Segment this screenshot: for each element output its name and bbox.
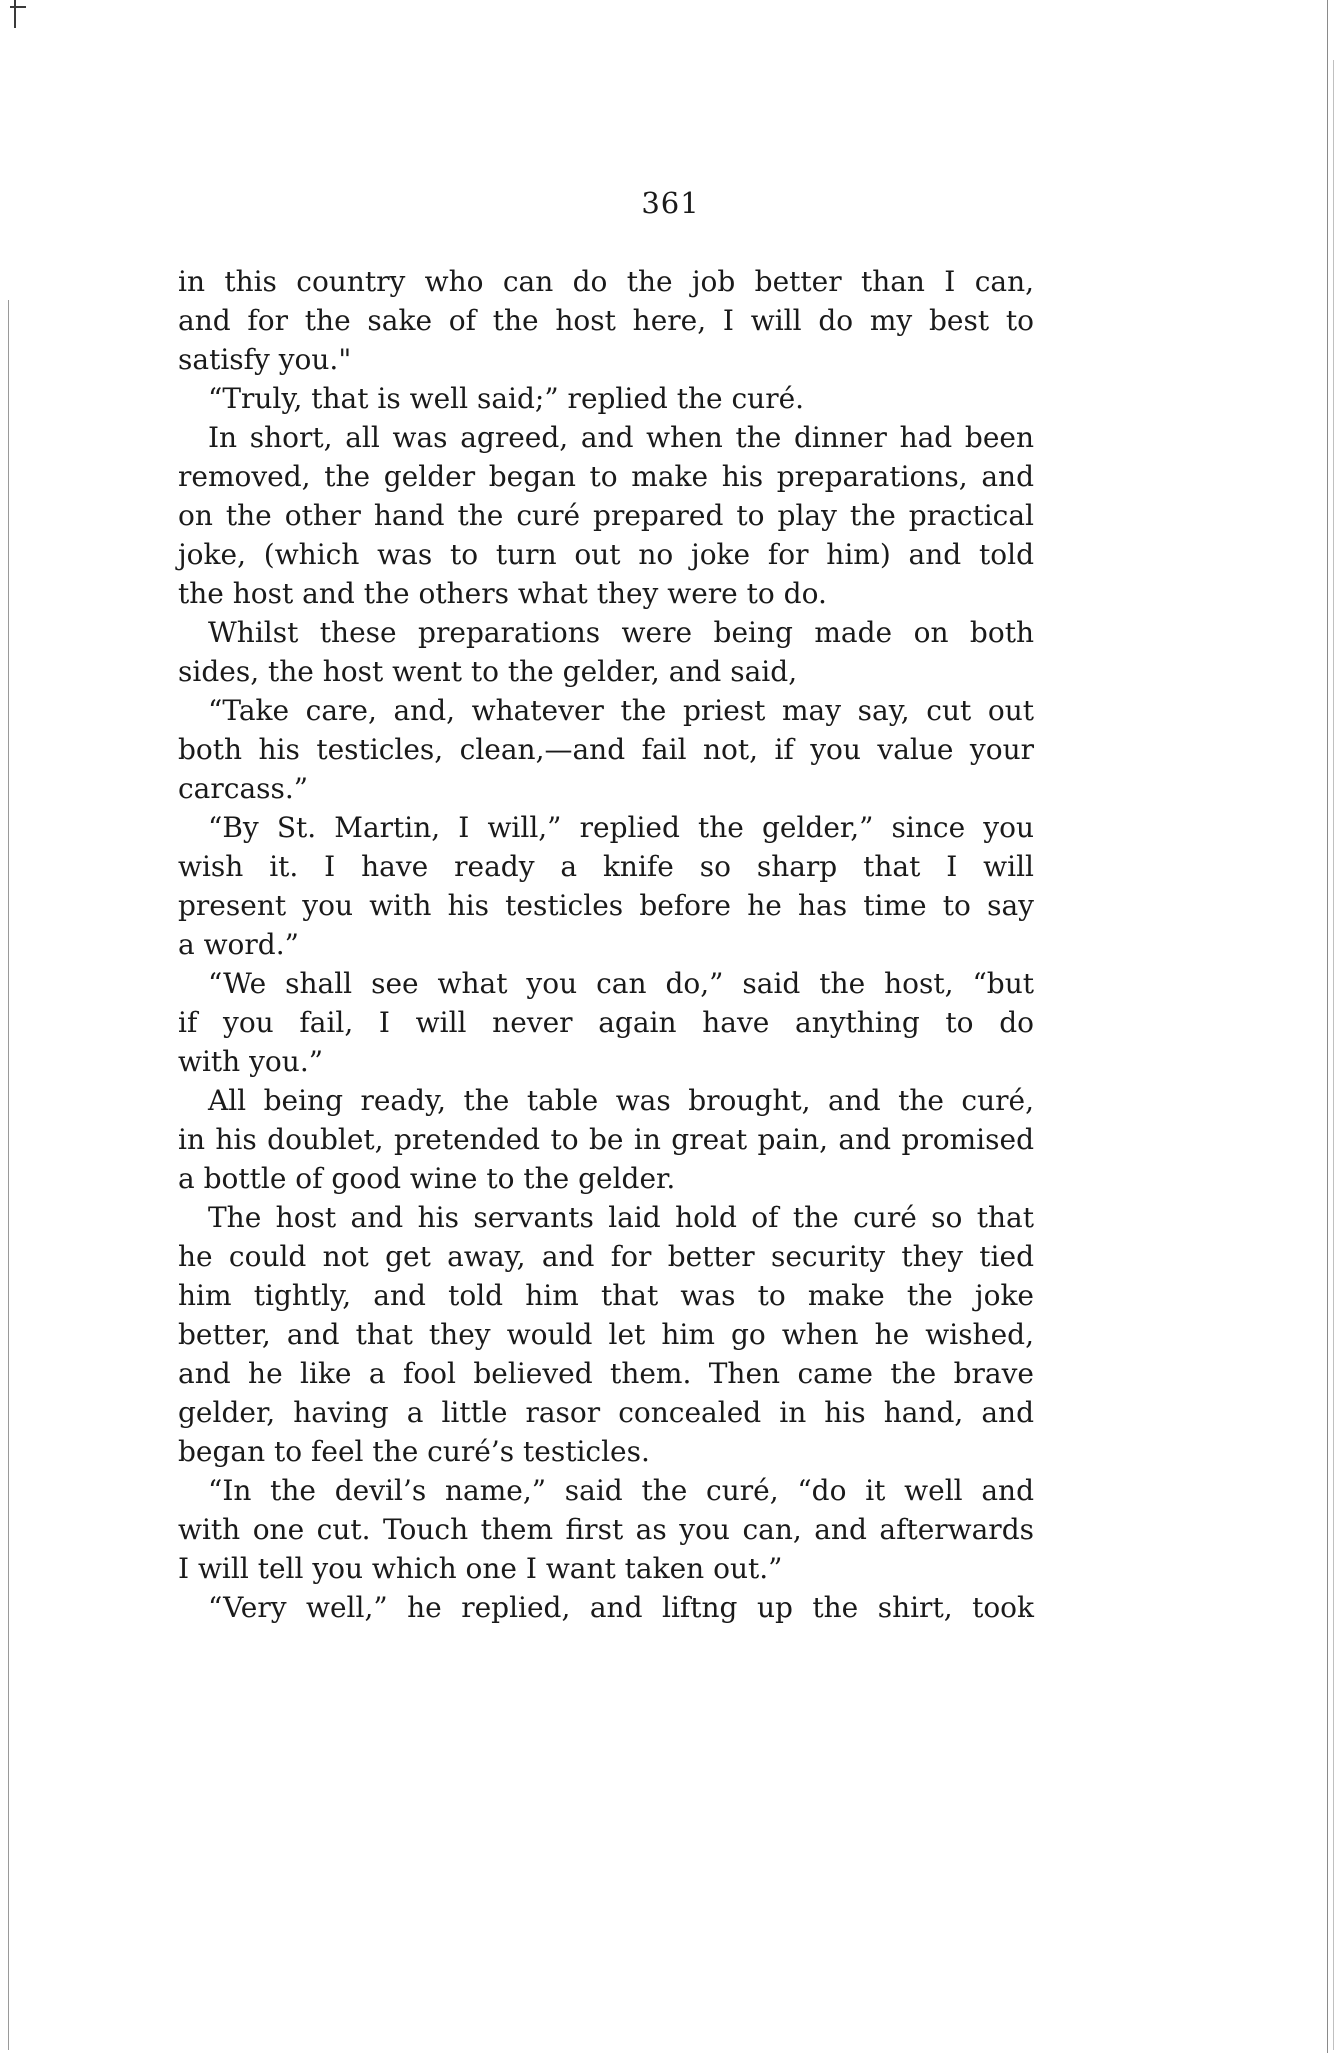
text-line: “By St. Martin, I will,” replied the gelder,” since you — [208, 811, 1034, 844]
text-line: and he like a fool believed them. Then came the brave — [178, 1357, 1034, 1390]
text-line: the host and the others what they were to do. — [178, 577, 827, 610]
text-line: removed, the gelder began to make his preparations, and — [178, 460, 1034, 493]
text-line: “Very well,” he replied, and liftng up the shirt, took — [208, 1591, 1034, 1624]
text-line: “Truly, that is well said;” replied the curé. — [208, 382, 805, 415]
scan-edge-mark — [10, 6, 26, 8]
page-number: 361 — [641, 186, 700, 220]
text-line: in his doublet, pretended to be in great pain, and promised — [178, 1123, 1034, 1156]
scan-edge-mark — [14, 0, 16, 28]
text-line: All being ready, the table was brought, and the curé, — [208, 1084, 1034, 1117]
text-line: he could not get away, and for better security they tied — [178, 1240, 1034, 1273]
body-text — [178, 262, 1034, 1627]
text-line: I will tell you which one I want taken out.” — [178, 1552, 783, 1585]
text-line: satisfy you." — [178, 343, 352, 376]
text-line: began to feel the curé’s testicles. — [178, 1435, 650, 1468]
text-line: “In the devil’s name,” said the curé, “do it well and — [208, 1474, 1034, 1507]
text-line: and for the sake of the host here, I will do my best to — [178, 304, 1034, 337]
text-line: “We shall see what you can do,” said the host, “but — [208, 967, 1034, 1000]
text-line: if you fail, I will never again have anything to do — [178, 1006, 1034, 1039]
text-line: with one cut. Touch them first as you can, and afterwards — [178, 1513, 1034, 1546]
text-line: “Take care, and, whatever the priest may say, cut out — [208, 694, 1034, 727]
text-line: on the other hand the curé prepared to play the practical — [178, 499, 1034, 532]
text-line: Whilst these preparations were being made on both — [208, 616, 1034, 649]
text-line: joke, (which was to turn out no joke for him) and told — [178, 538, 1034, 571]
text-line: a bottle of good wine to the gelder. — [178, 1162, 676, 1195]
scan-edge-line — [1333, 60, 1334, 2050]
text-line: carcass.” — [178, 772, 309, 805]
text-line: him tightly, and told him that was to make the joke — [178, 1279, 1034, 1312]
text-line: with you.” — [178, 1045, 324, 1078]
scan-edge-line — [1327, 0, 1328, 2053]
text-line: present you with his testicles before he has time to say — [178, 889, 1034, 922]
text-line: better, and that they would let him go when he wished, — [178, 1318, 1034, 1351]
text-line: gelder, having a little rasor concealed in his hand, and — [178, 1396, 1034, 1429]
text-line: in this country who can do the job better than I can, — [178, 265, 1034, 298]
text-line: In short, all was agreed, and when the dinner had been — [208, 421, 1034, 454]
scan-edge-line — [8, 300, 9, 2050]
text-line: The host and his servants laid hold of the curé so that — [208, 1201, 1034, 1234]
text-line: sides, the host went to the gelder, and said, — [178, 655, 798, 688]
text-line: wish it. I have ready a knife so sharp that I will — [178, 850, 1034, 883]
text-line: a word.” — [178, 928, 299, 961]
text-line: both his testicles, clean,—and fail not, if you value your — [178, 733, 1034, 766]
